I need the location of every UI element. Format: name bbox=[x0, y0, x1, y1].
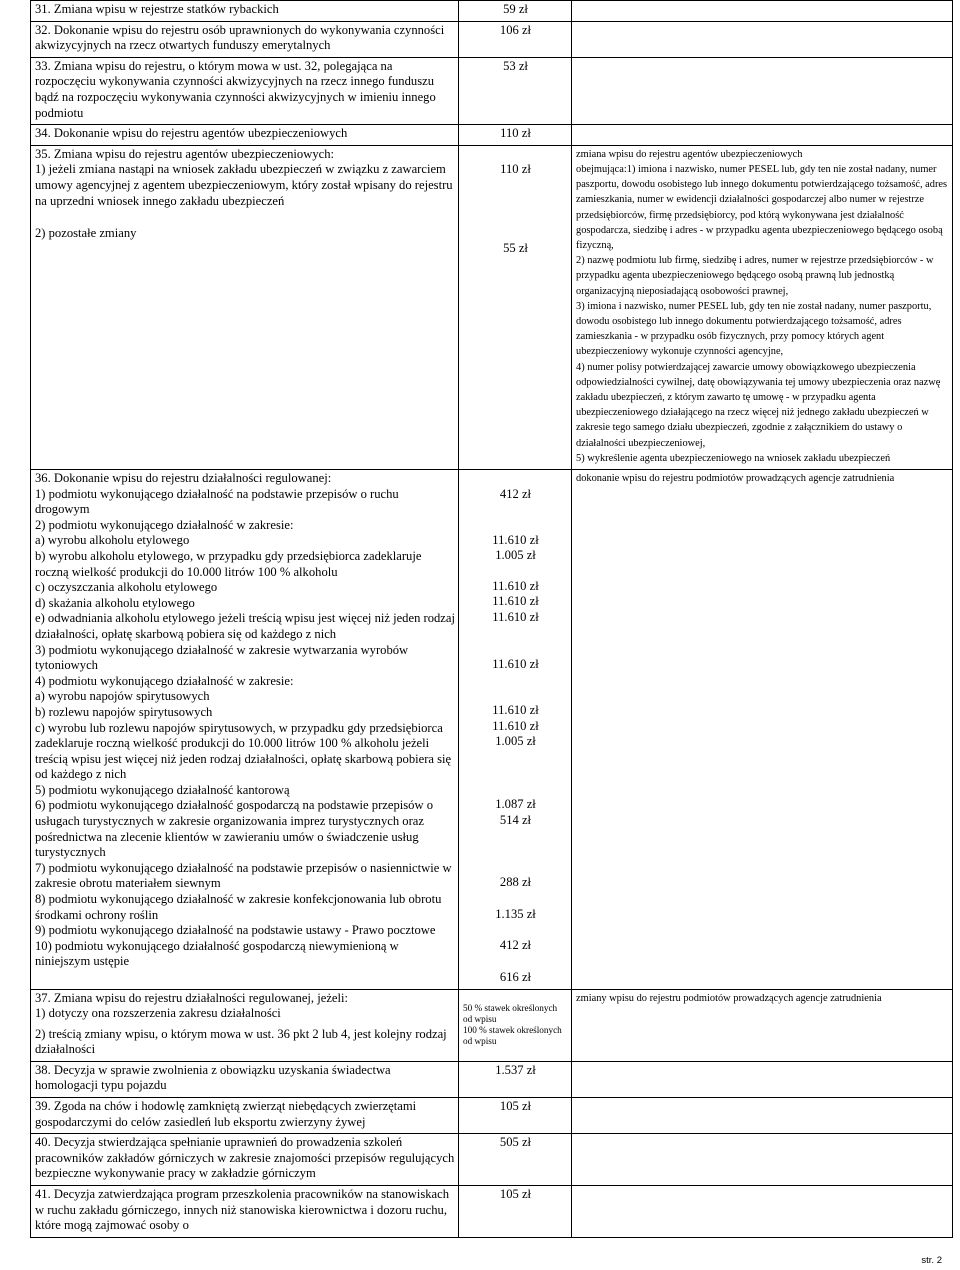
row-fee: 505 zł bbox=[459, 1134, 572, 1186]
row-fee: 105 zł bbox=[459, 1098, 572, 1134]
row36-fee: 11.610 zł bbox=[492, 578, 539, 593]
row-note bbox=[572, 1098, 953, 1134]
note-line: zmiana wpisu do rejestru agentów ubezpieczeniowych bbox=[576, 148, 803, 160]
table-row bbox=[31, 125, 953, 146]
row36-fee: 11.610 zł bbox=[492, 609, 539, 624]
table-row bbox=[31, 1098, 953, 1134]
table-row bbox=[31, 57, 953, 124]
row36-item: c) oczyszczania alkoholu etylowego bbox=[35, 580, 218, 595]
row36-item: d) skażania alkoholu etylowego bbox=[35, 595, 195, 610]
row-note bbox=[572, 125, 953, 146]
row-fee: 53 zł bbox=[459, 57, 572, 124]
row35-item2-fee: 55 zł bbox=[503, 241, 528, 256]
row37-item1-fee: 50 % stawek określonych od wpisu bbox=[463, 1002, 558, 1024]
row36-fee: 11.610 zł bbox=[492, 703, 539, 718]
row36-item: 3) podmiotu wykonującego działalność w zakresie wytwarzania wyrobów tytoniowych bbox=[35, 642, 409, 673]
row36-item: 7) podmiotu wykonującego działalność na podstawie przepisów o nasiennictwie w zakresie obrotu materiałem siewnym bbox=[35, 860, 452, 891]
row37-item2-fee: 100 % stawek określonych od wpisu bbox=[463, 1024, 562, 1047]
row-desc: 40. Decyzja stwierdzająca spełnianie uprawnień do prowadzenia szkoleń pracowników zakładów górniczych w zakresie znajomości przepisów regulujących bezpieczne wykonywanie pracy w zakładzie górniczym bbox=[31, 1134, 459, 1186]
row35-item1-fee: 110 zł bbox=[500, 161, 531, 176]
row-fee: 110 zł bbox=[459, 125, 572, 146]
row36-item: a) wyrobu napojów spirytusowych bbox=[35, 689, 210, 704]
row36-item: 1) podmiotu wykonującego działalność na podstawie przepisów o ruchu drogowym bbox=[35, 486, 399, 517]
row36-item: 9) podmiotu wykonującego działalność na podstawie ustawy - Prawo pocztowe bbox=[35, 923, 436, 938]
note-line: zmiany wpisu do rejestru podmiotów prowadzących agencje zatrudnienia bbox=[576, 992, 882, 1004]
row36-fee: 1.087 zł bbox=[495, 796, 536, 811]
row36-note bbox=[572, 470, 953, 990]
row36-fee: 616 zł bbox=[499, 969, 532, 984]
row-note bbox=[572, 1, 953, 22]
page-number: str. 2 bbox=[921, 1255, 942, 1266]
row-desc: 41. Decyzja zatwierdzająca program przeszkolenia pracowników na stanowiskach w ruchu zakładu górniczego, innych niż stanowiska kierownictwa i dozoru ruchu, które mogą zajmować osoby o bbox=[31, 1186, 459, 1238]
note-line: dokonanie wpisu do rejestru podmiotów prowadzących agencje zatrudnienia bbox=[576, 473, 895, 485]
row35-item1: 1) jeżeli zmiana nastąpi na wniosek zakładu ubezpieczeń w związku z zawarciem umowy agencyjnej z agentem ubezpieczeniowym, który został wpisany do rejestru na uprzedni wniosek innego zakładu ubezpieczeń bbox=[35, 162, 453, 208]
table-row bbox=[31, 1186, 953, 1238]
row36-item: 36. Dokonanie wpisu do rejestru działalności regulowanej: bbox=[35, 471, 332, 486]
row-fee: 1.537 zł bbox=[459, 1061, 572, 1097]
row36-item: e) odwadniania alkoholu etylowego jeżeli treścią wpisu jest więcej niż jeden rodzaj działalności, opłatę skarbową pobiera się od każdego z nich bbox=[35, 611, 455, 641]
row36-fee: 412 zł bbox=[499, 487, 532, 502]
row36-item: 2) podmiotu wykonującego działalność w zakresie: bbox=[35, 517, 294, 532]
row-note bbox=[572, 57, 953, 124]
row-desc: 38. Decyzja w sprawie zwolnienia z obowiązku uzyskania świadectwa homologacji typu pojazdu bbox=[31, 1061, 459, 1097]
row-fee: 59 zł bbox=[459, 1, 572, 22]
row-note bbox=[572, 1061, 953, 1097]
row35-item2: 2) pozostałe zmiany bbox=[35, 226, 137, 241]
row36-item: 6) podmiotu wykonującego działalność gospodarczą na podstawie przepisów o usługach turystycznych w zakresie organizowania imprez turystycznych oraz pośrednictwa na zlecenie klientów w zawieraniu umów o świadczenie usług turystycznych bbox=[35, 798, 433, 860]
row36-item: b) rozlewu napojów spirytusowych bbox=[35, 704, 213, 719]
row36-item: a) wyrobu alkoholu etylowego bbox=[35, 533, 190, 548]
table-row bbox=[31, 470, 953, 990]
row35-title: 35. Zmiana wpisu do rejestru agentów ubezpieczeniowych: bbox=[35, 146, 335, 161]
row36-item: 5) podmiotu wykonującego działalność kantorową bbox=[35, 782, 290, 797]
row36-fee: 1.005 zł bbox=[495, 734, 536, 749]
note-line: obejmująca:1) imiona i nazwisko, numer PESEL lub, gdy ten nie został nadany, numer paszportu, dowodu osobistego lub innego dokumentu potwierdzającego tożsamość, adres zamieszkania, numer w ewidencji działalności gospodarczej albo numer w rejestrze przedsiębiorców, firmę przedsiębiorcy, pod którą wykonywana jest działalność gospodarcza, siedzibę i adres - w przypadku agenta ubezpieczeniowego będącego osobą fizyczną, bbox=[576, 163, 948, 251]
row-desc: 39. Zgoda na chów i hodowlę zamkniętą zwierząt niebędących zwierzętami gospodarczymi do celów zasiedleń lub eksportu zwierzyny żywej bbox=[31, 1098, 459, 1134]
row36-fees bbox=[459, 470, 572, 990]
row36-fee: 11.610 zł bbox=[492, 532, 539, 547]
row36-item: 10) podmiotu wykonującego działalność gospodarczą niewymienioną w niniejszym ustępie bbox=[35, 938, 399, 969]
row-desc: 33. Zmiana wpisu do rejestru, o którym mowa w ust. 32, polegająca na rozpoczęciu wykonywania czynności akwizycyjnych na rzecz innego funduszu bądź na rozpoczęciu wykonywania czynności akwizycyjnych w imieniu innego podmiotu bbox=[31, 57, 459, 124]
row-desc: 34. Dokonanie wpisu do rejestru agentów ubezpieczeniowych bbox=[31, 125, 459, 146]
row36-fee: 1.005 zł bbox=[495, 548, 536, 563]
row37-desc bbox=[31, 989, 459, 1061]
row36-fee: 11.610 zł bbox=[492, 718, 539, 733]
row-note bbox=[572, 1186, 953, 1238]
row-desc: 32. Dokonanie wpisu do rejestru osób uprawnionych do wykonywania czynności akwizycyjnych na rzecz otwartych funduszy emerytalnych bbox=[31, 21, 459, 57]
row-fee: 105 zł bbox=[459, 1186, 572, 1238]
row37-title: 37. Zmiana wpisu do rejestru działalności regulowanej, jeżeli: bbox=[35, 990, 348, 1005]
row36-fee: 288 zł bbox=[499, 875, 532, 890]
row36-fee: 11.610 zł bbox=[492, 656, 539, 671]
row36-fee: 1.135 zł bbox=[495, 906, 536, 921]
row37-note bbox=[572, 989, 953, 1061]
table-row bbox=[31, 1134, 953, 1186]
row35-desc bbox=[31, 145, 459, 469]
note-line: 2) nazwę podmiotu lub firmę, siedzibę i adres, numer w rejestrze przedsiębiorców - w przypadku agenta ubezpieczeniowego będącego osobą prawną lub jednostką organizacyjną nieposiadającą osobowości prawnej, bbox=[576, 255, 934, 297]
row36-fee: 412 zł bbox=[499, 938, 532, 953]
row36-item: c) wyrobu lub rozlewu napojów spirytusowych, w przypadku gdy przedsiębiorca zadeklaruje roczną wielkość produkcji do 10.000 litrów 100 % alkoholu jeżeli treścią wpisu jest więcej niż jeden rodzaj działalności, opłatę skarbową pobiera się od każdego z nich bbox=[35, 720, 452, 782]
row37-item2: 2) treścią zmiany wpisu, o którym mowa w ust. 36 pkt 2 lub 4, jest kolejny rodzaj działalności bbox=[35, 1026, 447, 1057]
row36-item: b) wyrobu alkoholu etylowego, w przypadku gdy przedsiębiorca zadeklaruje roczną wielkość produkcji do 10.000 litrów 100 % alkoholu bbox=[35, 548, 422, 579]
row-note bbox=[572, 21, 953, 57]
row-fee: 106 zł bbox=[459, 21, 572, 57]
row36-desc bbox=[31, 470, 459, 990]
row-note bbox=[572, 1134, 953, 1186]
row36-item: 4) podmiotu wykonującego działalność w zakresie: bbox=[35, 673, 294, 688]
row35-fees bbox=[459, 145, 572, 469]
row35-note bbox=[572, 145, 953, 469]
row37-item1: 1) dotyczy ona rozszerzenia zakresu działalności bbox=[35, 1006, 281, 1021]
table-row bbox=[31, 145, 953, 469]
note-line: 4) numer polisy potwierdzającej zawarcie umowy obowiązkowego ubezpieczenia odpowiedzialności cywilnej, datę obowiązywania tej umowy ubezpieczenia oraz nazwę zakładu ubezpieczeń, z którym zawarto tę umowę - w przypadku agenta ubezpieczeniowego działającego na rzecz więcej niż jednego zakładu ubezpieczeń w zakresie tego samego działu ubezpieczeń, zgodnie z załącznikiem do ustawy o działalności ubezpieczeniowej, bbox=[576, 361, 941, 449]
fee-table bbox=[30, 0, 953, 1238]
table-row bbox=[31, 989, 953, 1061]
row37-fees bbox=[459, 989, 572, 1061]
table-row bbox=[31, 1, 953, 22]
table-row bbox=[31, 1061, 953, 1097]
note-line: 5) wykreślenie agenta ubezpieczeniowego na wniosek zakładu ubezpieczeń bbox=[576, 452, 891, 464]
row36-item: 8) podmiotu wykonującego działalność w zakresie konfekcjonowania lub obrotu środkami ochrony roślin bbox=[35, 892, 442, 922]
row36-fee: 514 zł bbox=[499, 812, 532, 827]
note-line: 3) imiona i nazwisko, numer PESEL lub, gdy ten nie został nadany, numer paszportu, dowodu osobistego lub innego dokumentu potwierdzającego tożsamość, adres zamieszkania - w przypadku osób fizycznych, przy pomocy których agent ubezpieczeniowy wykonuje czynności agencyjne, bbox=[576, 300, 932, 358]
table-row bbox=[31, 21, 953, 57]
row-desc: 31. Zmiana wpisu w rejestrze statków rybackich bbox=[31, 1, 459, 22]
row36-fee: 11.610 zł bbox=[492, 594, 539, 609]
